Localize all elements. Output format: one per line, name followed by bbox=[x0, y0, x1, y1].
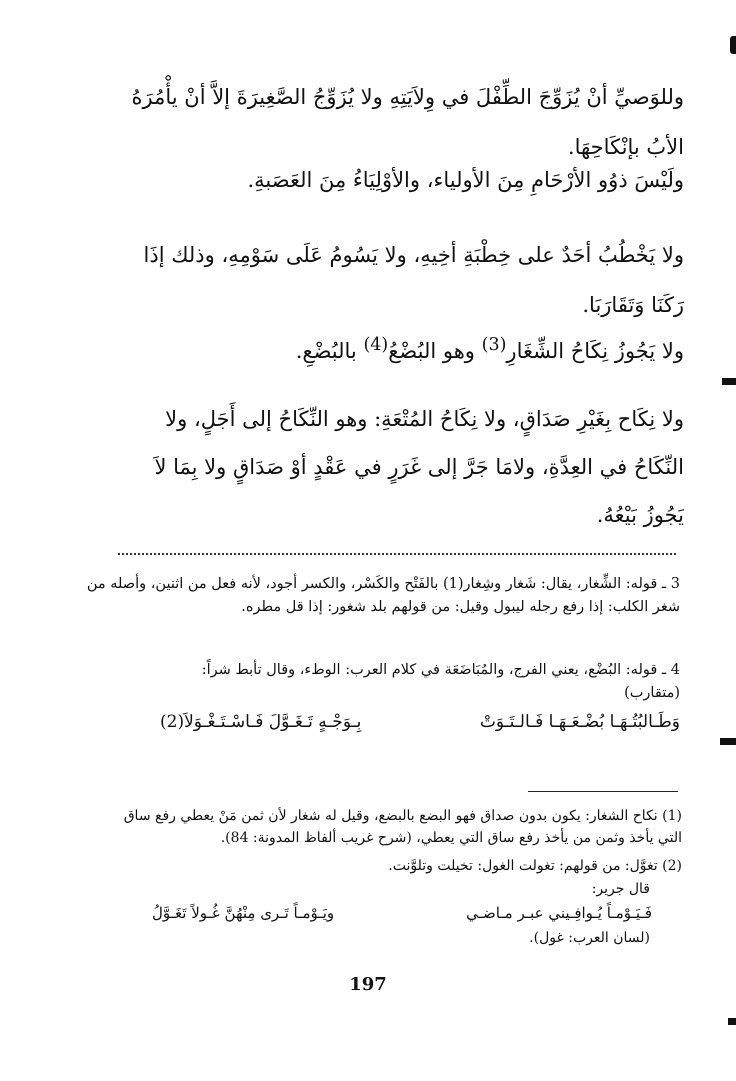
paragraph-mutah: ولا نِكَاح بِغَيْرِ صَدَاقٍ، ولا نِكَاحُ المُتْعَةِ: وهو النِّكَاحُ إلى أَجَلٍ، ولا النِّكَاحُ في العِدَّةِ، ولامَا جَرَّ إلى غَرَرٍ في عَقْدٍ أوْ صَدَاقٍ ولا بِمَا لاَ يَجُوزُ بَيْعُهُ. bbox=[154, 407, 684, 527]
footnote-2: (2) تغوَّل: من قولهم: تغولت الغول: تخيلت وتلوَّنت. bbox=[388, 858, 682, 874]
paragraph-guardian: وللوَصيِّ أنْ يُزَوِّجَ الطِّفْلَ في وِلاَيَتِهِ ولا يُزَوِّجُ الصَّغِيرَةَ إلاَّ أنْ يأْمُرَهُ الأبُ بإنْكَاحِهَا. bbox=[131, 85, 684, 159]
note-4 bbox=[84, 659, 680, 705]
footnote-1: (1) نكاح الشغار: يكون بدون صداق فهو البضع بالبضع، وقيل له شغار لأن ثمن مَنْ يعطي رفع ساق التي يأخذ وثمن من يأخذ رفع ساق التي يعطي، (شرح غريب ألفاظ المدونة: 84). bbox=[123, 808, 682, 846]
note-3-text: قوله: الشِّغار، يقال: شَغار وشِغار(1) بالفَتْح والكَسْر، والكسر أجود، لأنه فعل من اثنين، وأصله من شغر الكلب: إذا رفع رجله ليبول وقيل: من قولهم بلد شغور: إذا قل مطره. bbox=[86, 576, 680, 615]
poem-verse bbox=[160, 712, 680, 732]
shighar-text-end: بالبُضْعِ. bbox=[295, 339, 364, 363]
footnote-verse-second: ويَـوْمـاً تَـرى مِنْهُنَّ غُـولاً تَغَـوَّلُ bbox=[152, 904, 335, 922]
footnote-ref-4: (4) bbox=[363, 335, 389, 355]
paragraph-shighar bbox=[118, 335, 684, 363]
shighar-text-start: ولا يَجُوزُ نِكَاحُ الشِّغَارِ bbox=[506, 339, 684, 363]
footnote-poet-intro: قال جرير: bbox=[591, 881, 650, 897]
page-number: 197 bbox=[349, 974, 387, 995]
dotted-divider bbox=[118, 553, 676, 555]
footnote-source: (لسان العرب: غول). bbox=[529, 930, 650, 946]
note-4-number: 4 ـ bbox=[661, 662, 680, 678]
footnote-ref-3: (3) bbox=[481, 335, 507, 355]
meter-label: (متقارب) bbox=[624, 685, 680, 701]
scan-edge-mark bbox=[722, 378, 736, 385]
note-4-text: قوله: البُضْع، يعني الفرج، والمُبَاضَعَة في كلام العرب: الوطء، وقال تأبط شراً: bbox=[201, 662, 658, 678]
note-3 bbox=[84, 573, 680, 619]
scan-edge-mark bbox=[730, 36, 736, 54]
shighar-text-mid: وهو البُضْعُ bbox=[388, 339, 482, 363]
note-3-number: 3 ـ bbox=[661, 576, 680, 592]
footnote-separator bbox=[528, 791, 678, 792]
paragraph-relatives: ولَيْسَ ذوُو الأرْحَامِ مِنَ الأولياء، والأوْلِيَاءُ مِنَ العَصَبةِ. bbox=[247, 168, 684, 192]
scan-edge-mark bbox=[720, 738, 736, 745]
scan-edge-mark bbox=[728, 1018, 736, 1025]
footnote-verse-first: فَـيَـوْمـاً يُـوافِـيني عبـر مـاضـي bbox=[466, 904, 652, 922]
verse-second-hemistich: بِـوَجْـهٍ تَـغَـوَّلَ فَـاسْـتَـغْـوَلاَ(2) bbox=[160, 712, 362, 732]
verse-first-hemistich: وَطَـالبُتُـهَـا بُضْـعَـهَـا فَـالـتَـوَتْ bbox=[479, 712, 680, 732]
paragraph-proposal: ولا يَخْطُبُ أحَدٌ على خِطْبَةِ أخِيهِ، ولا يَسُومُ عَلَى سَوْمِهِ، وذلك إذَا رَكَنَا وَتَقَارَبَا. bbox=[143, 243, 684, 317]
footnote-verse bbox=[152, 904, 652, 922]
